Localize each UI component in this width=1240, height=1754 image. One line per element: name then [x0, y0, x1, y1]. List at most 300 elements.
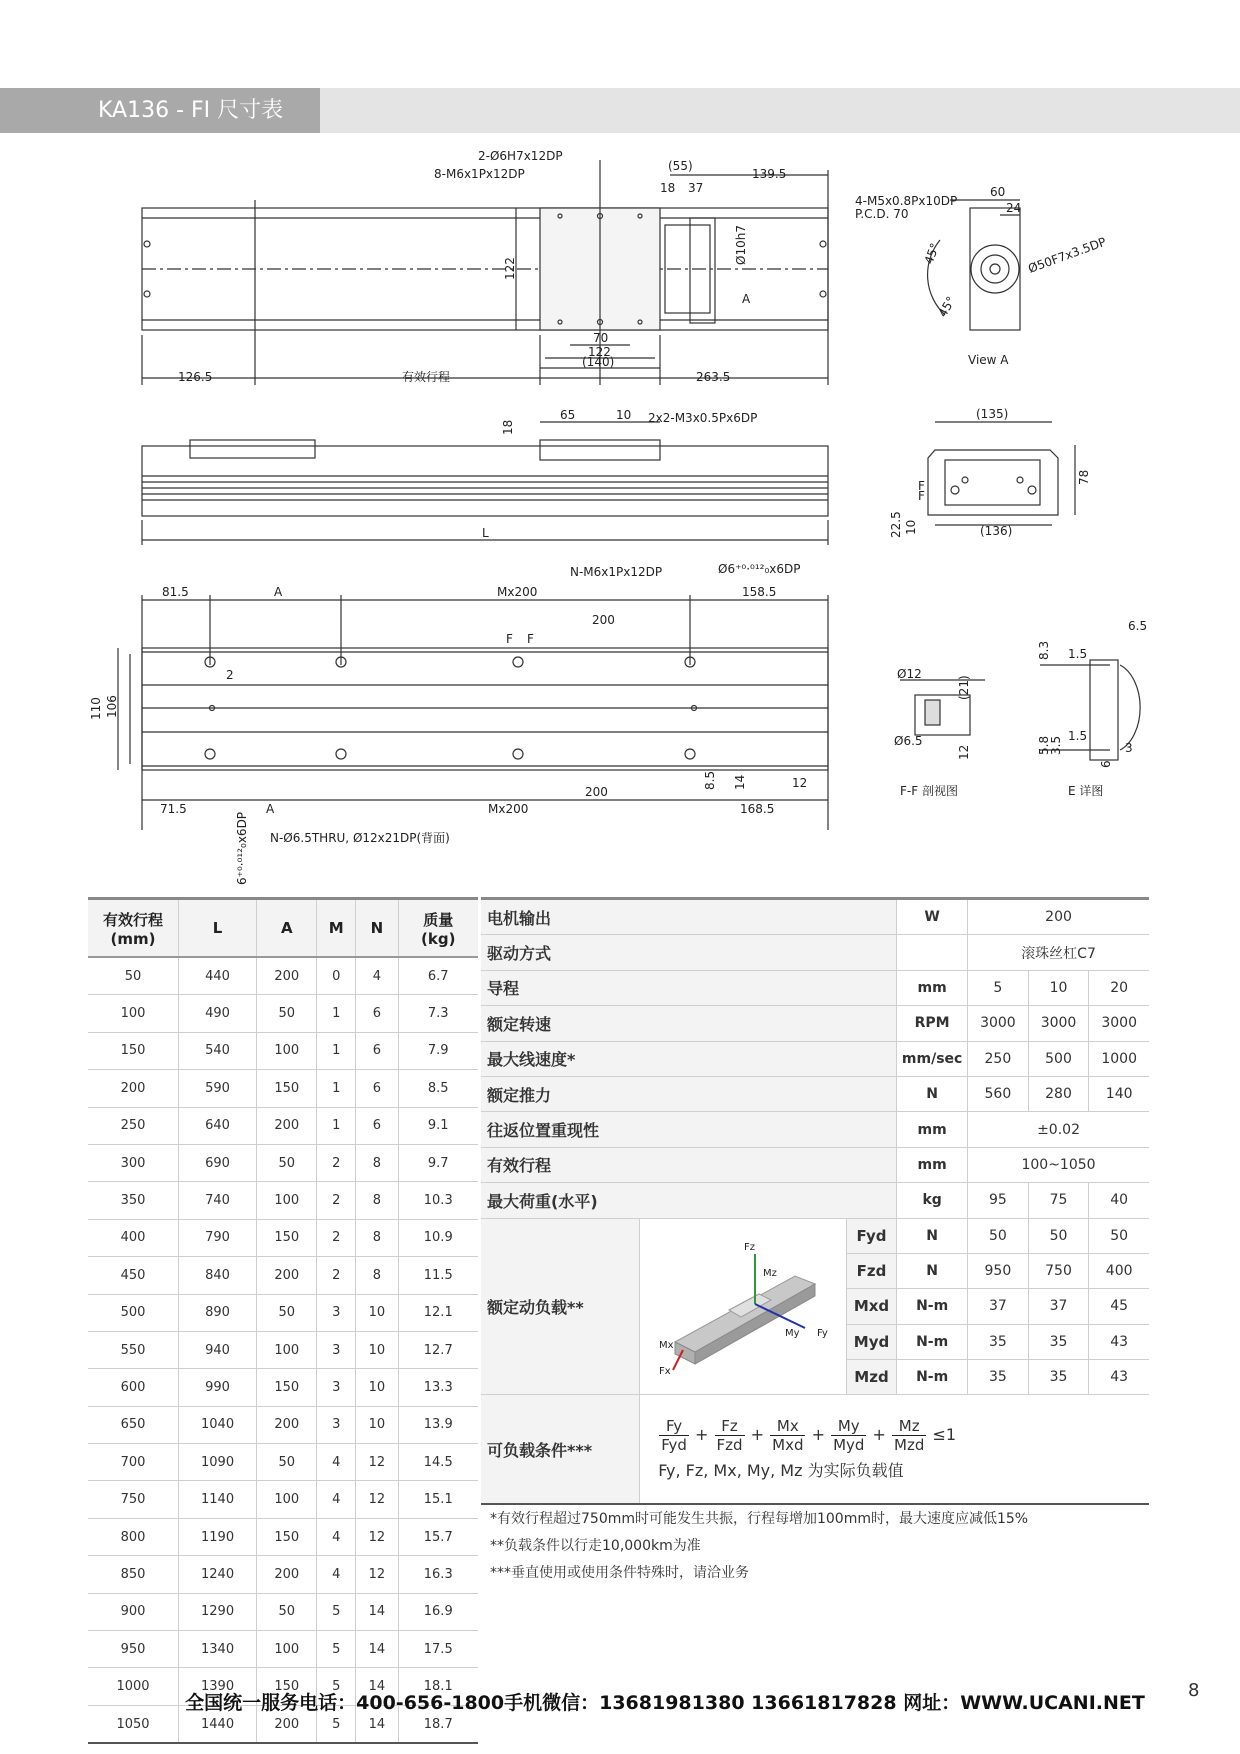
table-cell: 8.5 [398, 1070, 478, 1107]
thrust-unit: N [897, 1076, 968, 1111]
table-row [88, 1107, 478, 1144]
table-row [88, 1294, 478, 1331]
side-view-body [142, 446, 828, 516]
table-cell: 0 [317, 957, 356, 995]
lead-value: 20 [1089, 970, 1149, 1005]
table-cell: 8 [356, 1257, 398, 1294]
table-cell: 15.1 [398, 1481, 478, 1518]
dim-label: 2 [226, 668, 234, 682]
table-cell: 10.3 [398, 1182, 478, 1219]
dim-label: 45° [921, 241, 943, 267]
table-cell: 1140 [179, 1481, 257, 1518]
spec-table [481, 897, 1149, 1505]
table-cell: 5 [317, 1705, 356, 1743]
mzd-label: Mzd [846, 1360, 896, 1395]
max-speed-value: 500 [1028, 1041, 1089, 1076]
table-cell: 150 [257, 1518, 317, 1555]
myd-value: 35 [1028, 1324, 1089, 1359]
table-cell: 5 [317, 1631, 356, 1668]
table-cell: 8 [356, 1219, 398, 1256]
load-diagram [640, 1218, 847, 1395]
dim-label: 126.5 [178, 370, 213, 384]
table-cell: 3 [317, 1331, 356, 1368]
dim-label: 139.5 [752, 167, 787, 181]
table-cell: 200 [257, 1705, 317, 1743]
dim-label: 122 [588, 345, 611, 359]
max-speed-value: 250 [968, 1041, 1029, 1076]
table-cell: 1 [317, 995, 356, 1032]
detail-e-caption: E 详图 [1068, 784, 1104, 798]
dim-label: 24 [1006, 201, 1022, 215]
table-cell: 2 [317, 1219, 356, 1256]
col-a: A [257, 899, 317, 958]
table-cell: 14 [356, 1593, 398, 1630]
table-cell: 1040 [179, 1406, 257, 1443]
drive-label: 驱动方式 [481, 935, 897, 970]
table-cell: 850 [88, 1556, 179, 1593]
table-cell: 12 [356, 1481, 398, 1518]
table-cell: 50 [257, 1593, 317, 1630]
col-mass: 质量 (kg) [398, 899, 478, 958]
dim-label: Ø6⁺⁰·⁰¹²₀x6DP [718, 562, 801, 576]
speed-value: 3000 [968, 1006, 1029, 1041]
fyd-value: 50 [1089, 1218, 1149, 1253]
table-cell: 10 [356, 1331, 398, 1368]
table-cell: 6 [356, 995, 398, 1032]
speed-label: 额定转速 [481, 1006, 897, 1041]
dim-label: (140) [582, 355, 615, 369]
frac-mz: $\frac{Mz}{\text{Mzd}}$ [894, 1417, 925, 1455]
table-cell: 200 [88, 1070, 179, 1107]
dim-label: 45° [935, 294, 959, 320]
table-cell: 150 [257, 1369, 317, 1406]
frac-mx: $\frac{Mx}{\text{Mxd}}$ [772, 1417, 804, 1455]
table-cell: 4 [317, 1444, 356, 1481]
table-row [88, 1406, 478, 1443]
dim-label: 37 [688, 181, 704, 195]
table-cell: 10 [356, 1294, 398, 1331]
footer-contact: 全国统一服务电话：400-656-1800手机微信：13681981380 13661817828 网址：WWW.UCANI.NET [185, 1692, 1145, 1714]
table-cell: 750 [88, 1481, 179, 1518]
dim-label: 78 [1077, 469, 1091, 485]
dim-label: N-M6x1Px12DP [570, 565, 663, 579]
dim-label: 10 [904, 519, 918, 535]
table-cell: 150 [257, 1219, 317, 1256]
dim-label: Ø6.5 [894, 734, 923, 748]
table-cell: 540 [179, 1032, 257, 1069]
dim-label: F [918, 489, 925, 503]
table-row [88, 1481, 478, 1518]
drive-unit [897, 935, 968, 970]
table-cell: 550 [88, 1331, 179, 1368]
table-row [88, 1182, 478, 1219]
lead-value: 5 [968, 970, 1029, 1005]
table-cell: 50 [88, 957, 179, 995]
table-cell: 1190 [179, 1518, 257, 1555]
axis-fx: Fx [659, 1366, 671, 1378]
bottom-view-body [142, 648, 828, 770]
table-cell: 200 [257, 1257, 317, 1294]
fzd-value: 400 [1089, 1253, 1149, 1288]
table-cell: 14 [356, 1668, 398, 1705]
max-load-unit: kg [897, 1183, 968, 1218]
dim-label: 2-Ø6H7x12DP [478, 149, 563, 163]
motor-label: 电机输出 [481, 899, 897, 935]
dim-label: 10 [616, 408, 632, 422]
section-ff-caption: F-F 剖视图 [900, 784, 958, 798]
table-cell: 890 [179, 1294, 257, 1331]
motor-unit: W [897, 899, 968, 935]
dim-label: F [506, 632, 513, 646]
table-cell: 200 [257, 957, 317, 995]
table-cell: 3 [317, 1294, 356, 1331]
table-cell: 1440 [179, 1705, 257, 1743]
dim-label: 1.5 [1068, 729, 1088, 743]
table-cell: 440 [179, 957, 257, 995]
table-cell: 2 [317, 1257, 356, 1294]
table-cell: 400 [88, 1219, 179, 1256]
view-a-caption: View A [968, 353, 1009, 367]
dim-label: 12 [792, 776, 808, 790]
table-cell: 17.5 [398, 1631, 478, 1668]
table-cell: 600 [88, 1369, 179, 1406]
note-3: ***垂直使用或使用条件特殊时，请洽业务 [490, 1565, 749, 1581]
note-2: **负载条件以行走10,000km为准 [490, 1538, 701, 1554]
table-cell: 11.5 [398, 1257, 478, 1294]
repeat-unit: mm [897, 1112, 968, 1147]
table-cell: 9.7 [398, 1144, 478, 1181]
dim-label: 81.5 [162, 585, 189, 599]
table-cell: 4 [317, 1481, 356, 1518]
table-cell: 7.9 [398, 1032, 478, 1069]
table-row [88, 1032, 478, 1069]
table-cell: 650 [88, 1406, 179, 1443]
fyd-unit: N [897, 1218, 968, 1253]
table-cell: 12 [356, 1556, 398, 1593]
col-l: L [179, 899, 257, 958]
table-cell: 500 [88, 1294, 179, 1331]
table-row [88, 957, 478, 995]
dim-label: L [482, 526, 489, 540]
fzd-unit: N [897, 1253, 968, 1288]
table-cell: 5 [317, 1668, 356, 1705]
size-table-body [88, 957, 478, 1743]
table-cell: 700 [88, 1444, 179, 1481]
stroke-label: 有效行程 [481, 1147, 897, 1182]
notes [490, 1506, 1028, 1587]
speed-value: 3000 [1089, 1006, 1149, 1041]
max-load-value: 75 [1028, 1183, 1089, 1218]
table-cell: 490 [179, 995, 257, 1032]
lead-value: 10 [1028, 970, 1089, 1005]
table-cell: 300 [88, 1144, 179, 1181]
table-cell: 12 [356, 1444, 398, 1481]
dim-label: 110 [89, 697, 103, 720]
drawing-svg [0, 140, 1240, 890]
table-cell: 4 [317, 1518, 356, 1555]
mzd-value: 35 [968, 1360, 1029, 1395]
myd-value: 35 [968, 1324, 1029, 1359]
table-cell: 18.1 [398, 1668, 478, 1705]
col-m: M [317, 899, 356, 958]
table-cell: 18.7 [398, 1705, 478, 1743]
dim-label: Ø50F7x3.5DP [1026, 234, 1109, 276]
dim-label: N-Ø6.5THRU, Ø12x21DP(背面) [270, 831, 450, 845]
table-cell: 10 [356, 1369, 398, 1406]
table-cell: 5 [317, 1593, 356, 1630]
table-row [88, 1518, 478, 1555]
table-cell: 940 [179, 1331, 257, 1368]
max-load-value: 40 [1089, 1183, 1149, 1218]
dim-label: 18 [501, 419, 515, 435]
speed-unit: RPM [897, 1006, 968, 1041]
table-cell: 100 [88, 995, 179, 1032]
condition-note: Fy, Fz, Mx, My, Mz 为实际负载值 [658, 1461, 904, 1481]
table-cell: 6 [356, 1107, 398, 1144]
dim-label: 6 [1099, 760, 1113, 768]
dim-label: 1.5 [1068, 647, 1088, 661]
dim-label: Ø12 [897, 667, 922, 681]
table-cell: 840 [179, 1257, 257, 1294]
table-cell: 4 [317, 1556, 356, 1593]
table-row [88, 1219, 478, 1256]
mxd-label: Mxd [846, 1289, 896, 1324]
dim-label: (135) [976, 407, 1009, 421]
axis-fz: Fz [744, 1242, 756, 1254]
table-row [88, 1257, 478, 1294]
fzd-value: 950 [968, 1253, 1029, 1288]
axis-mz: Mz [763, 1268, 777, 1280]
dim-label: 6⁺⁰·⁰¹²₀x6DP [235, 811, 249, 885]
table-cell: 13.3 [398, 1369, 478, 1406]
table-cell: 900 [88, 1593, 179, 1630]
motor-value: 200 [968, 899, 1149, 935]
dim-label: A [742, 292, 751, 306]
load-condition-formula [640, 1395, 1149, 1505]
thrust-label: 额定推力 [481, 1076, 897, 1111]
table-cell: 50 [257, 1294, 317, 1331]
dim-label: 60 [990, 185, 1006, 199]
drive-value: 滚珠丝杠C7 [968, 935, 1149, 970]
table-cell: 16.9 [398, 1593, 478, 1630]
table-cell: 6.7 [398, 957, 478, 995]
table-cell: 200 [257, 1556, 317, 1593]
dim-label: 168.5 [740, 802, 775, 816]
table-cell: 1240 [179, 1556, 257, 1593]
axis-fy: Fy [817, 1328, 828, 1340]
table-row [88, 1331, 478, 1368]
dim-label: Mx200 [497, 585, 538, 599]
mxd-value: 45 [1089, 1289, 1149, 1324]
table-cell: 7.3 [398, 995, 478, 1032]
max-speed-label: 最大线速度* [481, 1041, 897, 1076]
axis-mx: Mx [659, 1340, 674, 1352]
load-axes-illustration [645, 1224, 841, 1384]
plus-sign: + [872, 1425, 886, 1445]
dim-label: Mx200 [488, 802, 529, 816]
stroke-unit: mm [897, 1147, 968, 1182]
table-cell: 150 [257, 1668, 317, 1705]
table-cell: 1 [317, 1070, 356, 1107]
fyd-value: 50 [1028, 1218, 1089, 1253]
table-cell: 350 [88, 1182, 179, 1219]
table-cell: 2 [317, 1182, 356, 1219]
table-cell: 640 [179, 1107, 257, 1144]
mxd-unit: N-m [897, 1289, 968, 1324]
table-cell: 1290 [179, 1593, 257, 1630]
dim-label: Ø10h7 [734, 225, 748, 265]
mxd-value: 37 [1028, 1289, 1089, 1324]
table-cell: 1090 [179, 1444, 257, 1481]
table-cell: 100 [257, 1331, 317, 1368]
dim-label: A [266, 802, 275, 816]
lead-unit: mm [897, 970, 968, 1005]
dim-label: 263.5 [696, 370, 731, 384]
dim-label: 122 [503, 257, 517, 280]
dim-label: 8.3 [1037, 640, 1051, 660]
table-row [88, 1444, 478, 1481]
table-cell: 200 [257, 1107, 317, 1144]
table-cell: 1050 [88, 1705, 179, 1743]
fzd-label: Fzd [846, 1253, 896, 1288]
plus-sign: + [750, 1425, 765, 1445]
table-cell: 1 [317, 1032, 356, 1069]
table-cell: 100 [257, 1631, 317, 1668]
table-cell: 50 [257, 1444, 317, 1481]
dim-label: 6.5 [1128, 619, 1148, 633]
dim-label: 8.5 [703, 770, 717, 790]
dim-label: 14 [733, 774, 747, 790]
dim-label: 200 [585, 785, 608, 799]
plus-sign: + [695, 1425, 709, 1445]
dim-label: 3 [1125, 741, 1133, 755]
table-row [88, 995, 478, 1032]
technical-drawing [0, 140, 1240, 890]
dim-label: 有效行程 [402, 370, 451, 384]
table-cell: 200 [257, 1406, 317, 1443]
dim-label: 2x2-M3x0.5Px6DP [648, 411, 758, 425]
myd-unit: N-m [897, 1324, 968, 1359]
dim-label: 5.8 [1037, 735, 1051, 755]
table-cell: 14 [356, 1631, 398, 1668]
note-1: *有效行程超过750mm时可能发生共振，行程每增加100mm时，最大速度应减低15% [490, 1511, 1029, 1527]
dim-label: (55) [668, 159, 693, 173]
dim-label: 71.5 [160, 802, 187, 816]
myd-value: 43 [1089, 1324, 1149, 1359]
fyd-value: 50 [968, 1218, 1029, 1253]
max-load-value: 95 [968, 1183, 1029, 1218]
mzd-value: 35 [1028, 1360, 1089, 1395]
col-stroke: 有效行程 (mm) [88, 899, 179, 958]
thrust-value: 140 [1089, 1076, 1149, 1111]
dim-label: 70 [593, 331, 609, 345]
table-cell: 14 [356, 1705, 398, 1743]
table-cell: 13.9 [398, 1406, 478, 1443]
table-row [88, 1556, 478, 1593]
table-cell: 740 [179, 1182, 257, 1219]
table-cell: 1000 [88, 1668, 179, 1705]
size-table [88, 897, 478, 1744]
table-cell: 15.7 [398, 1518, 478, 1555]
page-title: KA136 - FI 尺寸表 [0, 88, 320, 133]
dim-label: 200 [592, 613, 615, 627]
table-cell: 150 [257, 1070, 317, 1107]
le-sign: ≤1 [932, 1425, 957, 1445]
plus-sign: + [811, 1425, 825, 1445]
mxd-value: 37 [968, 1289, 1029, 1324]
table-cell: 12 [356, 1518, 398, 1555]
table-cell: 990 [179, 1369, 257, 1406]
speed-value: 3000 [1028, 1006, 1089, 1041]
lead-label: 导程 [481, 970, 897, 1005]
dim-label: 65 [560, 408, 576, 422]
dim-label: 8-M6x1Px12DP [434, 167, 525, 181]
dim-label: A [274, 585, 283, 599]
col-n: N [356, 899, 398, 958]
table-cell: 100 [257, 1182, 317, 1219]
table-cell: 6 [356, 1070, 398, 1107]
table-cell: 150 [88, 1032, 179, 1069]
table-cell: 100 [257, 1032, 317, 1069]
table-cell: 3 [317, 1406, 356, 1443]
table-cell: 14.5 [398, 1444, 478, 1481]
table-cell: 12.7 [398, 1331, 478, 1368]
table-cell: 690 [179, 1144, 257, 1181]
table-cell: 8 [356, 1144, 398, 1181]
max-load-label: 最大荷重(水平) [481, 1183, 897, 1218]
table-cell: 800 [88, 1518, 179, 1555]
dim-label: (21) [957, 675, 971, 700]
page-number: 8 [1188, 1680, 1200, 1701]
dim-label: F [527, 632, 534, 646]
axis-my: My [785, 1328, 800, 1340]
repeat-label: 往返位置重现性 [481, 1112, 897, 1147]
dyn-load-label: 额定动负载** [481, 1218, 640, 1395]
fzd-value: 750 [1028, 1253, 1089, 1288]
condition-label: 可负载条件*** [481, 1395, 640, 1505]
frac-fy: $\frac{Fy}{\text{Fyd}}$ [661, 1417, 687, 1455]
table-cell: 4 [356, 957, 398, 995]
table-row [88, 1369, 478, 1406]
table-row [88, 1593, 478, 1630]
repeat-value: ±0.02 [968, 1112, 1149, 1147]
dim-label: (136) [980, 524, 1013, 538]
thrust-value: 560 [968, 1076, 1029, 1111]
dim-label: 3.5 [1049, 735, 1063, 755]
dim-label: P.C.D. 70 [855, 207, 909, 221]
dim-label: 18 [660, 181, 676, 195]
dim-label: 158.5 [742, 585, 777, 599]
table-cell: 950 [88, 1631, 179, 1668]
dim-label: F [918, 479, 925, 493]
table-cell: 450 [88, 1257, 179, 1294]
thrust-value: 280 [1028, 1076, 1089, 1111]
dim-label: 12 [957, 744, 971, 760]
table-cell: 50 [257, 1144, 317, 1181]
frac-my: $\frac{My}{\text{Myd}}$ [833, 1417, 865, 1455]
table-cell: 1340 [179, 1631, 257, 1668]
table-cell: 50 [257, 995, 317, 1032]
table-row [88, 1144, 478, 1181]
max-speed-unit: mm/sec [897, 1041, 968, 1076]
table-cell: 10.9 [398, 1219, 478, 1256]
table-cell: 12.1 [398, 1294, 478, 1331]
table-cell: 250 [88, 1107, 179, 1144]
table-row [88, 1631, 478, 1668]
table-cell: 590 [179, 1070, 257, 1107]
table-cell: 3 [317, 1369, 356, 1406]
dim-label: 4-M5x0.8Px10DP [855, 194, 958, 208]
